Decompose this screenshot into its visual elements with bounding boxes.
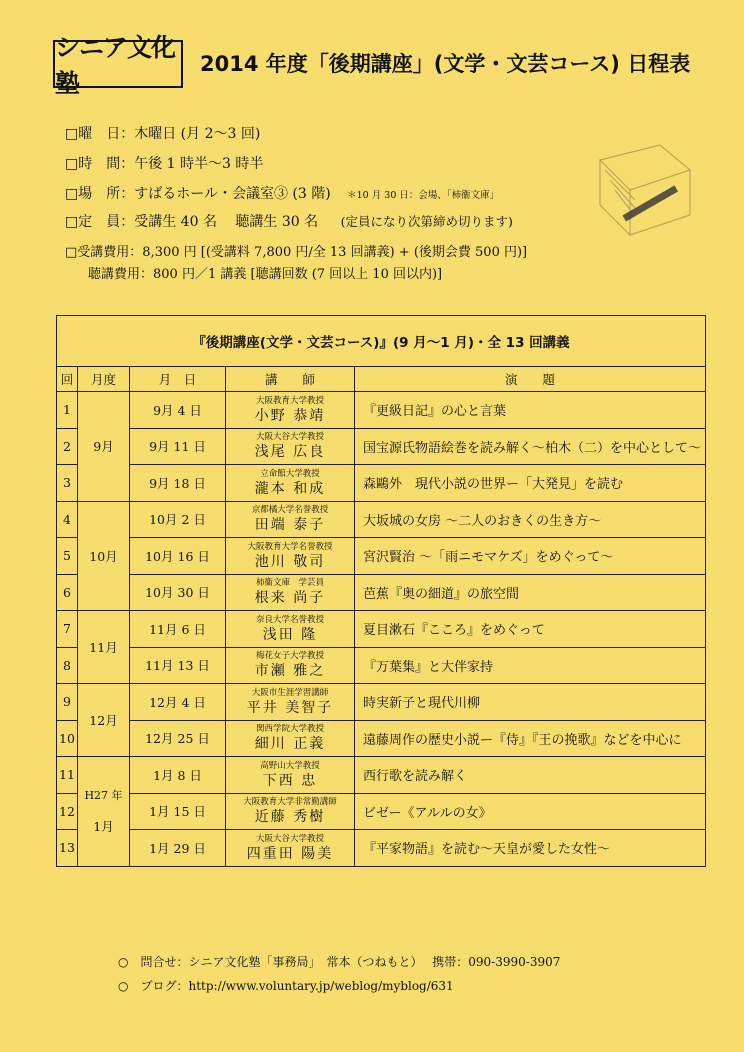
row-number: 9 [57,684,78,721]
info-fee: □受講費用：8,300 円 [(受講料 7,800 円/全 13 回講義) + (後期会費 500 円)] [65,245,528,260]
table-row [57,501,706,538]
table-row [57,757,706,794]
date-cell: 11月 13 日 [130,647,226,684]
lecturer-name: 小野 恭靖 [254,407,326,424]
lecturer-name: 下西 忠 [262,772,318,789]
lecturer-cell [226,465,355,502]
row-number: 3 [57,465,78,502]
table-row [57,574,706,611]
lecturer-cell [226,611,355,648]
topic-cell: 大坂城の女房 ～二人のおきくの生き方～ [355,501,706,538]
date-cell: 1月 8 日 [130,757,226,794]
date-cell: 1月 29 日 [130,830,226,867]
month-cell: H27 年 1月 [78,757,130,867]
info-audit-fee: 聴講費用：800 円／1 講義 [聴講回数 (7 回以上 10 回以内)] [88,267,443,282]
lecturer-name: 近藤 秀樹 [254,809,326,826]
lecturer-cell [226,501,355,538]
blog-line[interactable]: ○ ブログ：http://www.voluntary.jp/weblog/myblog/631 [118,979,454,993]
topic-cell: 遠藤周作の歴史小説ー『侍』『王の挽歌』などを中心に [355,720,706,757]
row-number: 13 [57,830,78,867]
lecturer-cell [226,647,355,684]
table-row [57,465,706,502]
row-number: 10 [57,720,78,757]
schedule-title: 『後期講座(文学・文芸コース)』(9 月～1 月)・全 13 回講義 [56,315,706,366]
lecturer-affiliation: 大阪教育大学非常勤講師 [243,797,337,808]
col-no: 回 [57,367,78,392]
table-row [57,684,706,721]
table-row [57,720,706,757]
row-number: 12 [57,793,78,830]
date-cell: 9月 18 日 [130,465,226,502]
lecturer-cell [226,830,355,867]
lecturer-cell [226,538,355,575]
lecturer-name: 浅田 隆 [262,626,318,643]
lecturer-affiliation: 奈良大学名誉教授 [255,614,324,625]
date-cell: 10月 16 日 [130,538,226,575]
col-month: 月度 [78,367,130,392]
info-capacity: □定 員：受講生 40 名 聴講生 30 名 (定員になり次第締め切ります) [65,214,513,230]
month-cell: 11月 [78,611,130,684]
book-illustration [590,130,700,250]
topic-cell: ビゼー《アルルの女》 [355,793,706,830]
row-number: 7 [57,611,78,648]
table-row [57,647,706,684]
lecturer-affiliation: 大阪市生涯学習講師 [251,687,329,698]
lecturer-cell [226,793,355,830]
topic-cell: 芭蕉『奥の細道』の旅空間 [355,574,706,611]
col-lecturer: 講 師 [226,367,355,392]
lecturer-cell [226,574,355,611]
info-time: □時 間：午後 1 時半～3 時半 [65,156,264,172]
topic-cell: 国宝源氏物語絵巻を読み解く～柏木（二）を中心として～ [355,428,706,465]
date-cell: 10月 30 日 [130,574,226,611]
info-day: □曜 日：木曜日 (月 2～3 回) [65,126,261,142]
lecturer-affiliation: 柿衞文庫 学芸員 [255,578,324,589]
lecturer-name: 池川 敬司 [254,553,326,570]
table-row [57,830,706,867]
topic-cell: 『平家物語』を読む～天皇が愛した女性～ [355,830,706,867]
table-row [57,392,706,429]
row-number: 2 [57,428,78,465]
table-row [57,611,706,648]
lecturer-affiliation: 大阪大谷大学教授 [255,833,324,844]
topic-cell: 『更級日記』の心と言葉 [355,392,706,429]
lecturer-name: 浅尾 広良 [254,444,326,461]
month-cell: 12月 [78,684,130,757]
info-place: □場 所：すばるホール・会議室③ (3 階) ＊10 月 30 日：会場、「柿衞文庫」 [65,186,500,202]
topic-cell: 『万葉集』と大伴家持 [355,647,706,684]
date-cell: 1月 15 日 [130,793,226,830]
row-number: 8 [57,647,78,684]
topic-cell: 森鷗外 現代小説の世界ー「大発見」を読む [355,465,706,502]
page-title: 2014 年度「後期講座」(文学・文芸コース) 日程表 [200,52,691,76]
table-row [57,428,706,465]
row-number: 4 [57,501,78,538]
contact-line: ○ 問合せ：シニア文化塾「事務局」 常本（つねもと） 携帯：090-3990-3907 [118,955,561,969]
topic-cell: 西行歌を読み解く [355,757,706,794]
row-number: 1 [57,392,78,429]
lecturer-cell [226,757,355,794]
lecturer-name: 市瀬 雅之 [254,663,326,680]
lecturer-affiliation: 大阪教育大学教授 [255,395,324,406]
date-cell: 9月 4 日 [130,392,226,429]
logo: シニア文化塾 [53,40,183,88]
schedule-table [56,366,706,867]
table-row [57,793,706,830]
lecturer-name: 瀧本 和成 [254,480,326,497]
lecturer-affiliation: 大阪大谷大学教授 [255,432,324,443]
row-number: 5 [57,538,78,575]
date-cell: 10月 2 日 [130,501,226,538]
lecturer-affiliation: 関西学院大学教授 [255,724,324,735]
lecturer-cell [226,720,355,757]
topic-cell: 夏目漱石『こころ』をめぐって [355,611,706,648]
date-cell: 11月 6 日 [130,611,226,648]
lecturer-name: 根来 尚子 [254,590,326,607]
lecturer-name: 平井 美智子 [246,699,334,716]
lecturer-cell [226,428,355,465]
lecturer-name: 四重田 陽美 [246,845,334,862]
lecturer-cell [226,684,355,721]
month-cell: 10月 [78,501,130,611]
col-date: 月 日 [130,367,226,392]
lecturer-affiliation: 高野山大学教授 [260,760,320,771]
topic-cell: 宮沢賢治 ～「雨ニモマケズ」をめぐって～ [355,538,706,575]
month-cell: 9月 [78,392,130,502]
table-row [57,538,706,575]
topic-cell: 時実新子と現代川柳 [355,684,706,721]
lecturer-affiliation: 大阪教育大学名誉教授 [247,541,333,552]
row-number: 11 [57,757,78,794]
date-cell: 12月 25 日 [130,720,226,757]
lecturer-name: 田端 泰子 [254,517,326,534]
table-header [57,367,706,392]
lecturer-affiliation: 梅花女子大学教授 [255,651,324,662]
row-number: 6 [57,574,78,611]
lecturer-cell [226,392,355,429]
lecturer-affiliation: 京都橘大学名誉教授 [251,505,329,516]
date-cell: 12月 4 日 [130,684,226,721]
lecturer-name: 細川 正義 [254,736,326,753]
lecturer-affiliation: 立命館大学教授 [260,468,320,479]
date-cell: 9月 11 日 [130,428,226,465]
col-topic: 演 題 [355,367,706,392]
